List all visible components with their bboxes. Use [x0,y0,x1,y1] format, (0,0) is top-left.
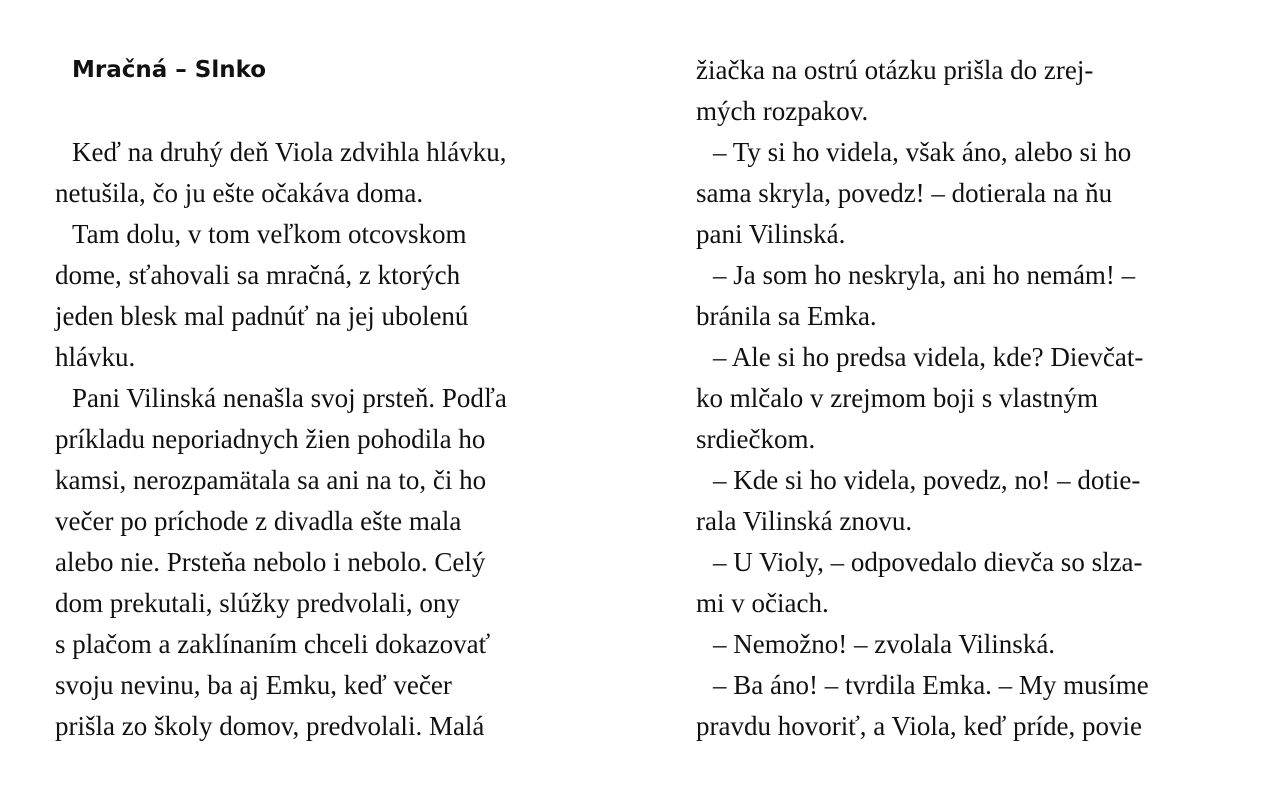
text-line: alebo nie. Prsteňa nebolo i nebolo. Celý [55,547,486,577]
text-line: hlávku. [55,342,136,372]
text-line: s plačom a zaklínaním chceli dokazovať [55,629,491,659]
text-line: pravdu hovoriť, a Viola, keď príde, povie [696,711,1143,741]
left-text-body [55,132,635,747]
text-line: – U Violy, – odpovedalo dievča so slza- [713,547,1143,577]
text-line: žiačka na ostrú otázku prišla do zrej- [696,55,1094,85]
text-line: príkladu neporiadnych žien pohodila ho [55,424,486,454]
text-line: mých rozpakov. [696,96,869,126]
text-line: rala Vilinská znovu. [696,506,913,536]
text-line: – Ba áno! – tvrdila Emka. – My musíme [713,670,1149,700]
blank-line [55,91,635,132]
text-line: sama skryla, povedz! – dotierala na ňu [696,178,1113,208]
text-line: – Nemožno! – zvolala Vilinská. [713,629,1056,659]
chapter-title: Mračná – Slnko [72,57,267,83]
text-line: – Ja som ho neskryla, ani ho nemám! – [713,260,1136,290]
text-line: pani Vilinská. [696,219,846,249]
text-line: jeden blesk mal padnúť na jej ubolenú [55,301,469,331]
text-line: bránila sa Emka. [696,301,877,331]
text-line: – Kde si ho videla, povedz, no! – dotie- [713,465,1141,495]
text-line: – Ale si ho predsa videla, kde? Dievčat- [713,342,1144,372]
text-line: Tam dolu, v tom veľkom otcovskom [72,219,467,249]
text-line: Keď na druhý deň Viola zdvihla hlávku, [72,137,507,167]
right-text-body [696,50,1276,747]
text-line: ko mlčalo v zrejmom boji s vlastným [696,383,1098,413]
text-line: kamsi, nerozpamätala sa ani na to, či ho [55,465,487,495]
text-line: Pani Vilinská nenašla svoj prsteň. Podľa [72,383,507,413]
text-line: mi v očiach. [696,588,829,618]
text-line: dome, sťahovali sa mračná, z ktorých [55,260,461,290]
text-line: dom prekutali, slúžky predvolali, ony [55,588,460,618]
right-page-column [696,50,1276,747]
text-line: prišla zo školy domov, predvolali. Malá [55,711,485,741]
text-line: netušila, čo ju ešte očakáva doma. [55,178,424,208]
text-line: svoju nevinu, ba aj Emku, keď večer [55,670,452,700]
text-line: večer po príchode z divadla ešte mala [55,506,462,536]
left-page-column [55,50,635,747]
text-line: – Ty si ho videla, však áno, alebo si ho [713,137,1132,167]
text-line: srdiečkom. [696,424,816,454]
